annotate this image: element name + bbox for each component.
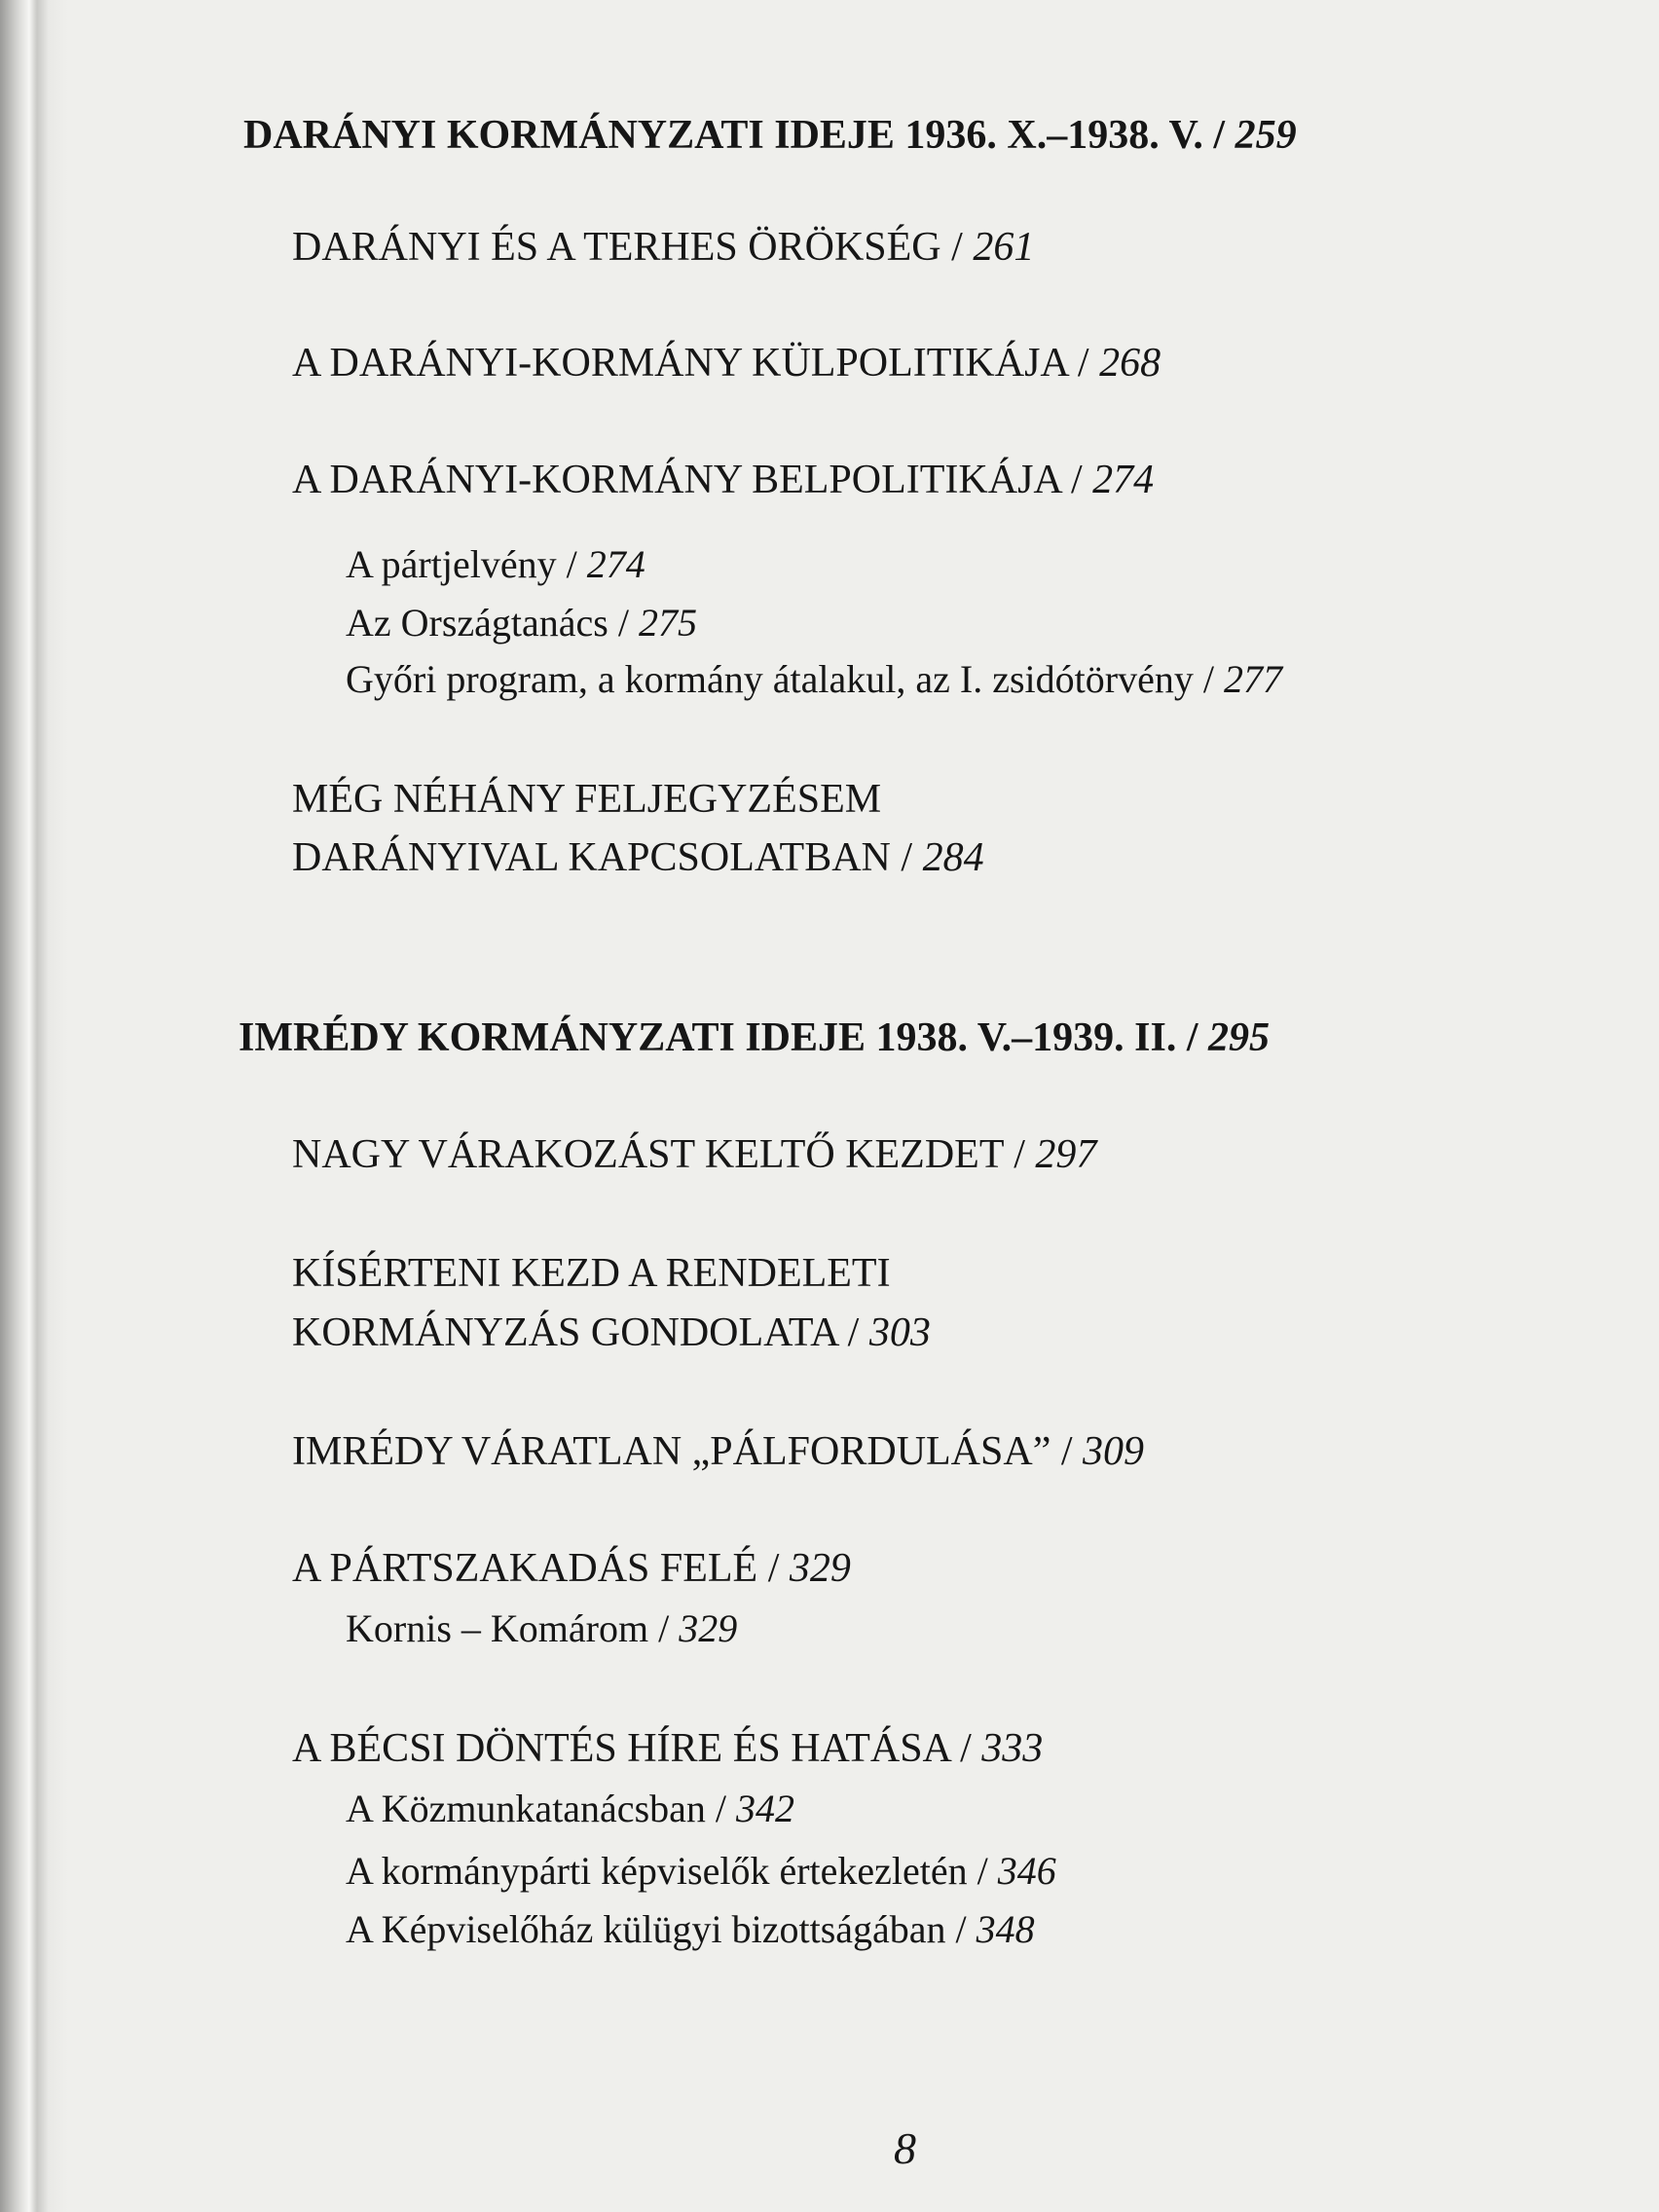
toc-entry: KORMÁNYZÁS GONDOLATA / 303 — [292, 1310, 931, 1355]
toc-heading-imredy: IMRÉDY KORMÁNYZATI IDEJE 1938. V.–1939. II. / 295 — [239, 1015, 1271, 1060]
toc-entry: A PÁRTSZAKADÁS FELÉ / 329 — [292, 1546, 851, 1591]
toc-heading-daranyi: DARÁNYI KORMÁNYZATI IDEJE 1936. X.–1938. V. / 259 — [243, 113, 1297, 158]
toc-subentry: A pártjelvény / 274 — [346, 542, 645, 586]
toc-entry: A DARÁNYI-KORMÁNY KÜLPOLITIKÁJA / 268 — [292, 341, 1161, 386]
toc-subentry: Az Országtanács / 275 — [346, 601, 697, 645]
toc-entry: NAGY VÁRAKOZÁST KELTŐ KEZDET / 297 — [292, 1132, 1097, 1177]
toc-subentry: A kormánypárti képviselők értekezletén / 346 — [346, 1849, 1056, 1893]
toc-entry: MÉG NÉHÁNY FELJEGYZÉSEM — [292, 777, 882, 822]
toc-entry: DARÁNYI ÉS A TERHES ÖRÖKSÉG / 261 — [292, 225, 1035, 270]
toc-entry: IMRÉDY VÁRATLAN „PÁLFORDULÁSA” / 309 — [292, 1429, 1145, 1474]
toc-entry: DARÁNYIVAL KAPCSOLATBAN / 284 — [292, 835, 984, 880]
toc-subentry: Győri program, a kormány átalakul, az I. zsidótörvény / 277 — [346, 657, 1282, 701]
toc-entry: A BÉCSI DÖNTÉS HÍRE ÉS HATÁSA / 333 — [292, 1726, 1044, 1771]
page-number: 8 — [894, 2123, 916, 2173]
toc-subentry: Kornis – Komárom / 329 — [346, 1606, 738, 1650]
toc-entry: KÍSÉRTENI KEZD A RENDELETI — [292, 1251, 891, 1296]
toc-subentry: A Képviselőház külügyi bizottságában / 348 — [346, 1907, 1035, 1951]
toc-subentry: A Közmunkatanácsban / 342 — [346, 1787, 795, 1830]
toc-entry: A DARÁNYI-KORMÁNY BELPOLITIKÁJA / 274 — [292, 458, 1155, 502]
book-spine-shadow — [0, 0, 68, 2212]
